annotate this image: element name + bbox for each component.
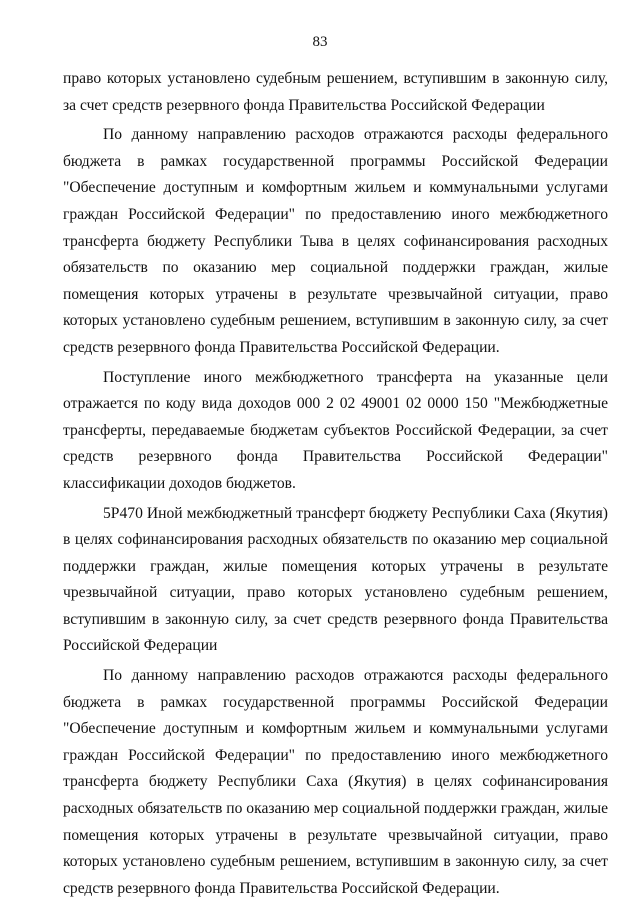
- paragraph-2: По данному направлению расходов отражаются расходы федерального бюджета в рамках государственной программы Российской Федерации "Обеспечение доступным и комфортным жильем и коммунальными услугами граждан Российской Федерации" по предоставлению иного межбюджетного трансферта бюджету Республики Тыва в целях софинансирования расходных обязательств по оказанию мер социальной поддержки граждан, жилые помещения которых утрачены в результате чрезвычайной ситуации, право которых установлено судебным решением, вступившим в законную силу, за счет средств резервного фонда Правительства Российской Федерации.: [63, 126, 608, 356]
- paragraph-5: По данному направлению расходов отражаются расходы федерального бюджета в рамках государственной программы Российской Федерации "Обеспечение доступным и комфортным жильем и коммунальными услугами граждан Российской Федерации" по предоставлению иного межбюджетного трансферта бюджету Республики Саха (Якутия) в целях софинансирования расходных обязательств по оказанию мер социальной поддержки граждан, жилые помещения которых утрачены в результате чрезвычайной ситуации, право которых установлено судебным решением, вступившим в законную силу, за счет средств резервного фонда Правительства Российской Федерации.: [63, 667, 608, 897]
- paragraph-3: Поступление иного межбюджетного трансферта на указанные цели отражается по коду вида доходов 000 2 02 49001 02 0000 150 "Межбюджетные трансферты, передаваемые бюджетам субъектов Российской Федерации, за счет средств резервного фонда Правительства Российской Федерации" классификации доходов бюджетов.: [63, 368, 608, 492]
- paragraph-1: право которых установлено судебным решением, вступившим в законную силу, за счет средств резервного фонда Правительства Российской Федерации: [63, 70, 608, 114]
- page-number: 83: [312, 34, 328, 50]
- paragraph-4: 5Р470 Иной межбюджетный трансферт бюджету Республики Саха (Якутия) в целях софинансирования расходных обязательств по оказанию мер социальной поддержки граждан, жилые помещения которых утрачены в результате чрезвычайной ситуации, право которых установлено судебным решением, вступившим в законную силу, за счет средств резервного фонда Правительства Российской Федерации: [63, 504, 608, 655]
- document-body: [63, 66, 608, 902]
